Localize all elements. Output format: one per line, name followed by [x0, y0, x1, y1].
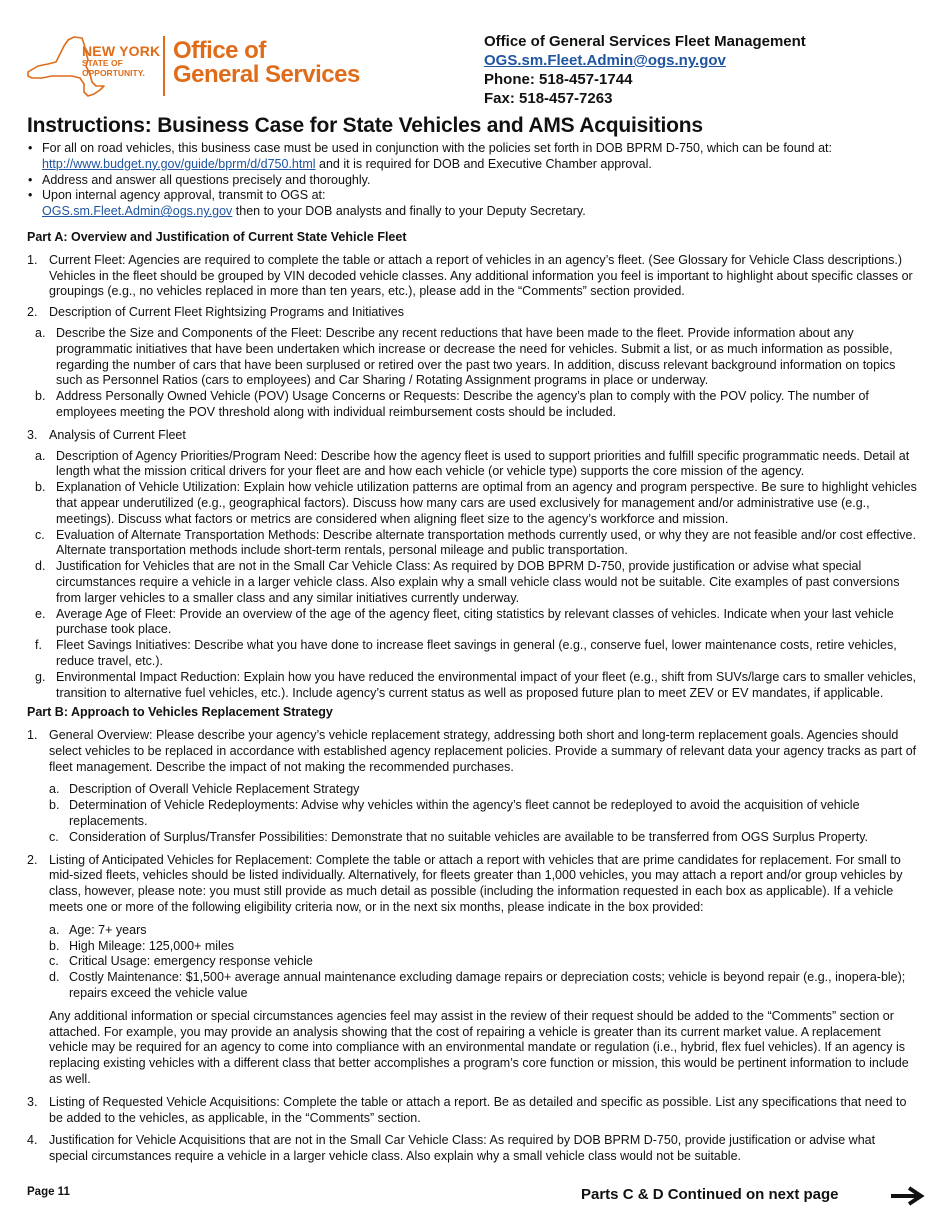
- logo-state-of: STATE OF: [82, 58, 123, 68]
- transmit-email-link[interactable]: OGS.sm.Fleet.Admin@ogs.ny.gov: [42, 204, 233, 219]
- item-text: Age: 7+ years: [69, 922, 147, 937]
- part-a-item-2b: [27, 389, 917, 421]
- part-b-item-4: [27, 1133, 917, 1165]
- part-a-item-3c: [27, 528, 917, 560]
- intro-b3-text: Upon internal agency approval, transmit to OGS at:: [42, 188, 326, 203]
- part-b-item-2-note: Any additional information or special circumstances agencies feel may assist in the review of their request should be added to the “Comments” section or attached. For example, you may provide an analysis showing that the cost of repairing a vehicle is greater than its current market value. A replacement vehicle may be required for an agency to come into compliance with an environmental mandate or regulation (i.e., hybrid, flex fuel vehicles). If an agency is replacing existing vehicles with a different class that better accomplishes a program’s core function or mission, this would be pertinent information to include as well.: [49, 1008, 909, 1087]
- intro-bullet: [27, 188, 917, 220]
- continued-note: Parts C & D Continued on next page: [581, 1186, 839, 1203]
- item-text: Fleet Savings Initiatives: Describe what you have done to increase fleet savings in general (e.g., conserve fuel, lower maintenance costs, retire vehicles, reduce travel, etc.).: [56, 638, 897, 668]
- item-text: Listing of Requested Vehicle Acquisitions: Complete the table or attach a report. Be as detailed and specific as possible. List any specifications that need to be added to the vehicles, as applicable, in the “Comments” section.: [49, 1094, 907, 1125]
- part-a-item-3b: [27, 480, 917, 527]
- item-number: 3.: [27, 427, 38, 442]
- item-letter: c.: [35, 527, 45, 542]
- item-text: Description of Agency Priorities/Program Need: Describe how the agency fleet is used to support priorities and fulfill specific programmatic needs. Detail at length what the mission critical drivers for your fleet are and how each vehicle (or vehicle type) supports the core mission of the agency.: [56, 448, 910, 479]
- item-number: 4.: [27, 1133, 38, 1148]
- part-b-item-1: [27, 728, 917, 775]
- part-b-item-2b: [27, 939, 917, 955]
- item-text: Description of Current Fleet Rightsizing Programs and Initiatives: [49, 305, 405, 320]
- item-letter: f.: [35, 638, 42, 653]
- item-text: Environmental Impact Reduction: Explain how you have reduced the environmental impact of your fleet (e.g., shift from SUVs/large cars to smaller vehicles, transition to alternative fuel vehicles, etc.). Include agency’s current status as well as proposed future plan to meet ZEV or EV mandates, if applicable.: [56, 669, 917, 700]
- intro-bullets: [27, 141, 917, 220]
- intro-bullet: [27, 173, 917, 189]
- intro-b1-post: and it is required for DOB and Executive Chamber approval.: [315, 156, 652, 171]
- part-a-heading: Part A: Overview and Justification of Current State Vehicle Fleet: [27, 229, 407, 244]
- item-letter: b.: [35, 389, 46, 404]
- item-text: Determination of Vehicle Redeployments: Advise why vehicles within the agency’s fleet cannot be redeployed to avoid the acquisition of vehicle replacements.: [69, 798, 860, 829]
- page-title: Instructions: Business Case for State Vehicles and AMS Acquisitions: [27, 114, 703, 137]
- part-b-item-3: [27, 1095, 917, 1127]
- item-text: Current Fleet: Agencies are required to complete the table or attach a report of vehicles in an agency’s fleet. (See Glossary for Vehicle Class descriptions.) Vehicles in the fleet should be grouped by VIN decoded vehicle classes. Any additional information you feel is important to highlight about specific classes or groupings (e.g., no vehicles replaced in more than ten years, etc.), please add in the “Comments” section provided.: [49, 252, 913, 299]
- part-a-item-1: [27, 253, 917, 300]
- part-b-heading: Part B: Approach to Vehicles Replacement Strategy: [27, 705, 333, 720]
- part-b-item-2c: [27, 954, 917, 970]
- instructions-body: [27, 141, 917, 1165]
- part-b-item-2a: [27, 923, 917, 939]
- contact-org: Office of General Services Fleet Management: [484, 33, 806, 50]
- part-a-item-3d: [27, 559, 917, 606]
- ogs-logo: [26, 34, 366, 102]
- logo-opportunity: OPPORTUNITY.: [82, 68, 145, 78]
- item-letter: a.: [49, 782, 60, 797]
- item-letter: a.: [49, 922, 60, 937]
- item-text: High Mileage: 125,000+ miles: [69, 938, 235, 953]
- bprm-link[interactable]: http://www.budget.ny.gov/guide/bprm/d/d750.html: [42, 156, 316, 171]
- part-a-item-3f: [27, 638, 917, 670]
- item-text: Address Personally Owned Vehicle (POV) Usage Concerns or Requests: Describe the agency’s plan to comply with the POV policy. The number of employees meeting the POV threshold along with individual reimbursement costs should be included.: [56, 389, 869, 419]
- ogs-wordmark: [173, 39, 360, 87]
- part-b-item-2: [27, 853, 917, 916]
- item-text: Explanation of Vehicle Utilization: Explain how vehicle utilization patterns are optimal from an agency and program perspective. Be sure to highlight vehicles that appear underutilized (e.g., geographical factors). Discuss how many cars are used exclusively for management and/or administrative use (e.g., meetings). Discuss what factors or metrics are considered when aligning fleet size to the agency’s workforce and mission.: [56, 480, 917, 526]
- item-letter: g.: [35, 669, 46, 684]
- part-a-item-3a: [27, 449, 917, 481]
- item-letter: b.: [49, 938, 60, 953]
- item-text: Analysis of Current Fleet: [49, 427, 186, 442]
- logo-new-york: NEW YORK: [82, 43, 161, 59]
- item-number: 2.: [27, 305, 38, 320]
- item-text: Description of Overall Vehicle Replacement Strategy: [69, 782, 360, 797]
- item-text: Critical Usage: emergency response vehicle: [69, 954, 313, 969]
- part-a-item-3: [27, 428, 917, 444]
- arrow-right-icon: [889, 1186, 925, 1206]
- part-a-item-2: [27, 305, 917, 321]
- item-text: Justification for Vehicles that are not in the Small Car Vehicle Class: As required by DOB BPRM D-750, provide justification or advise what special circumstances require a vehicle in a larger vehicle class. Also explain why a small vehicle class would not be suitable. Cite examples of past conversions from larger vehicles to a smaller class and any similar initiatives currently underway.: [56, 559, 900, 605]
- part-b-item-2d: [27, 970, 917, 1002]
- item-number: 1.: [27, 728, 38, 743]
- part-b-item-1a: [27, 782, 917, 798]
- contact-phone: Phone: 518-457-1744: [484, 71, 633, 88]
- ny-state-wordmark: [82, 44, 160, 78]
- item-letter: d.: [49, 970, 60, 985]
- intro-b2-text: Address and answer all questions precisely and thoroughly.: [42, 172, 371, 187]
- item-text: Listing of Anticipated Vehicles for Replacement: Complete the table or attach a report with vehicles that are prime candidates for replacement. For small to mid-sized fleets, vehicles should be listed individually. Alternatively, for fleets greater than 1,000 vehicles, you may attach a report and/or group vehicles by class, however, please note: you must still provide as much detail as possible (including the information requested in each box as applicable). If a vehicle meets one or more of the following eligibility criteria now, or in the next six months, please indicate in the box provided:: [49, 852, 903, 915]
- item-letter: d.: [35, 559, 46, 574]
- item-text: Justification for Vehicle Acquisitions that are not in the Small Car Vehicle Class: As required by DOB BPRM D-750, provide justification or advise what special circumstances require a vehicle in a larger vehicle class. Also explain why a small vehicle class would not be suitable.: [49, 1133, 876, 1164]
- page-number: Page 11: [27, 1186, 70, 1198]
- item-letter: a.: [35, 448, 46, 463]
- contact-block: [484, 32, 806, 108]
- item-number: 1.: [27, 252, 38, 267]
- item-letter: c.: [49, 954, 59, 969]
- item-text: General Overview: Please describe your agency’s vehicle replacement strategy, addressing both short and long-term replacement goals. Agencies should select vehicles to be replaced in accordance with established agency replacement policies. Provide a summary of relevant data your agency tracks as part of fleet management. Describe the impact of not making the recommended purchases.: [49, 728, 917, 774]
- item-text: Costly Maintenance: $1,500+ average annual maintenance excluding damage repairs or depreciation costs; vehicle is beyond repair (e.g., inopera-ble); repairs exceed the vehicle value: [69, 970, 906, 1001]
- item-letter: c.: [49, 829, 59, 844]
- item-text: Consideration of Surplus/Transfer Possibilities: Demonstrate that no suitable vehicles are available to be transferred from OGS Surplus Property.: [69, 829, 868, 844]
- part-a-item-3e: [27, 607, 917, 639]
- logo-divider: [163, 36, 165, 96]
- part-a-item-3g: [27, 670, 917, 702]
- contact-email-link[interactable]: OGS.sm.Fleet.Admin@ogs.ny.gov: [484, 52, 726, 69]
- intro-b1-text: For all on road vehicles, this business case must be used in conjunction with the policies set forth in DOB BPRM D-750, which can be found at:: [42, 141, 832, 155]
- item-letter: b.: [49, 798, 60, 813]
- logo-office-of: Office of: [173, 37, 266, 64]
- item-number: 2.: [27, 852, 38, 867]
- item-text: Average Age of Fleet: Provide an overview of the age of the agency fleet, citing statistics by relevant classes of vehicles. Indicate when your last vehicle purchase took place.: [56, 606, 894, 637]
- item-text: Evaluation of Alternate Transportation Methods: Describe alternate transportation methods currently used, or why they are not feasible and/or cost effective. Alternate transportation methods include short-term rentals, personal mileage and public transportation.: [56, 527, 916, 558]
- part-b-item-1b: [27, 798, 917, 830]
- logo-general-services: General Services: [173, 61, 360, 88]
- item-letter: b.: [35, 480, 46, 495]
- intro-b3-post: then to your DOB analysts and finally to your Deputy Secretary.: [232, 204, 586, 219]
- item-letter: e.: [35, 606, 46, 621]
- contact-fax: Fax: 518-457-7263: [484, 90, 613, 107]
- item-text: Describe the Size and Components of the Fleet: Describe any recent reductions that have been made to the fleet. Provide information about any programmatic initiatives that have been undertaken which increase or decrease the need for vehicles. Submit a list, or as much information as possible, regarding the number of cars that have been surplused or retired over the past two years. In addition, discuss relevant background information on topics such as Personnel Ratios (cars to employees) and Car Sharing / Rotating Assignment programs in place or underway.: [56, 325, 896, 388]
- part-b-item-1c: [27, 830, 917, 846]
- part-a-item-2a: [27, 326, 917, 389]
- intro-bullet: [27, 141, 917, 173]
- item-number: 3.: [27, 1094, 38, 1109]
- item-letter: a.: [35, 325, 46, 340]
